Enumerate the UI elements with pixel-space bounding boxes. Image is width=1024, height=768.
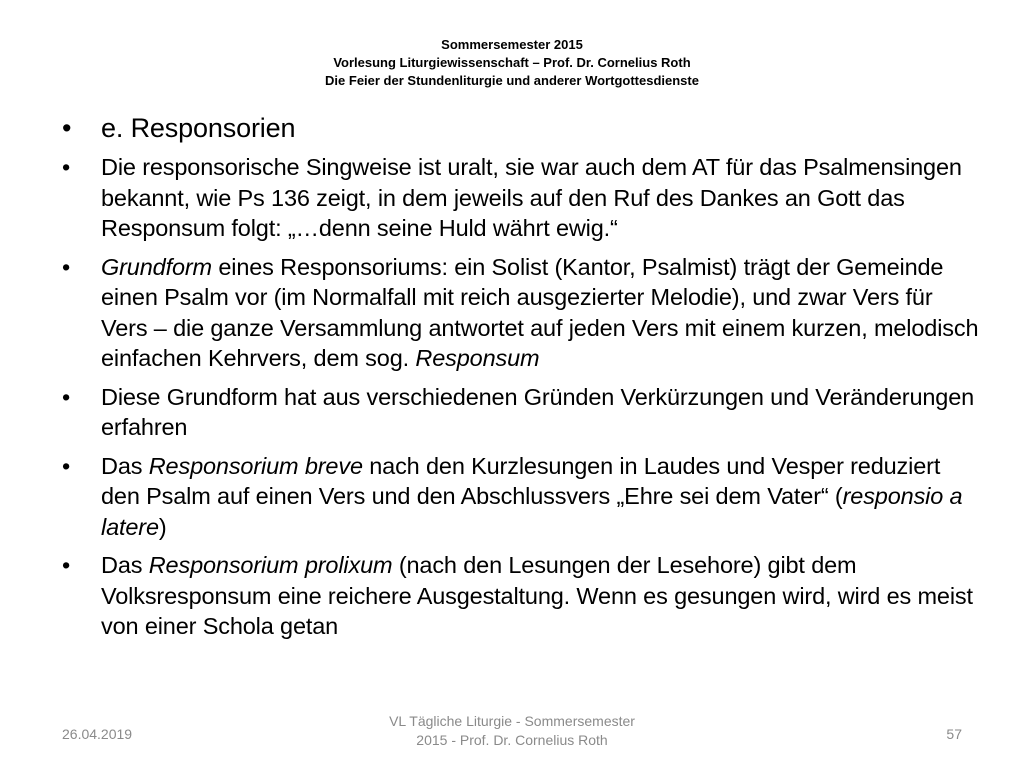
header-lecture: Vorlesung Liturgiewissenschaft – Prof. Dr. Cornelius Roth xyxy=(333,55,691,70)
item-2-text-1: eines Responsoriums: ein Solist (Kantor, Psalmist) trägt der Gemeinde einen Psalm vor (im Normalfall mit reich ausgezierter Melodie), und zwar Vers für Vers – die ganze Versammlung antwortet auf jeden Vers mit einem kurzen, melodisch einfachen Kehrvers, dem sog. xyxy=(101,253,979,371)
item-3-text: Diese Grundform hat aus verschiedenen Gründen Verkürzungen und Veränderungen erfahren xyxy=(101,383,975,440)
page-number: 57 xyxy=(946,726,962,742)
footer-title xyxy=(312,712,712,750)
heading-text: e. Responsorien xyxy=(101,113,296,143)
header-semester: Sommersemester 2015 xyxy=(441,37,583,52)
bullet-icon: • xyxy=(62,253,71,280)
slide-body xyxy=(62,110,982,650)
bullet-item-5 xyxy=(62,550,982,642)
item-5-text-2: (nach den Lesungen der Lesehore) gibt dem Volksresponsum eine reichere Ausgestaltung. Wenn es gesungen wird, wird es meist von einer Schola getan xyxy=(101,552,973,639)
item-2-emphasis-2: Responsum xyxy=(415,345,540,371)
footer-title-line-2: 2015 - Prof. Dr. Cornelius Roth xyxy=(416,732,608,748)
item-5-text-1: Das xyxy=(101,552,149,578)
bullet-icon: • xyxy=(62,552,71,578)
bullet-icon: • xyxy=(62,383,71,410)
item-2-emphasis-1: Grundform xyxy=(101,253,212,280)
item-4-text-3: ) xyxy=(158,513,167,540)
item-4-emphasis-2: responsio a latere xyxy=(101,483,963,540)
item-5-emphasis-1: Responsorium prolixum xyxy=(148,552,393,578)
bullet-heading xyxy=(62,110,982,146)
item-1-text: Die responsorische Singweise ist uralt, sie war auch dem AT für das Psalmensingen bekannt, wie Ps 136 zeigt, in dem jeweils auf den Ruf des Dankes an Gott das Responsum folgt: „…denn seine Huld währt ewig.“ xyxy=(101,154,962,241)
item-4-text-2: nach den Kurzlesungen in Laudes und Vesper reduziert den Psalm auf einen Vers und den Abschlussvers „Ehre sei dem Vater“ ( xyxy=(101,452,941,509)
header-topic: Die Feier der Stundenliturgie und anderer Wortgottesdienste xyxy=(325,73,699,88)
item-4-emphasis-1: Responsorium breve xyxy=(148,452,363,479)
bullet-item-4 xyxy=(62,451,982,543)
bullet-icon: • xyxy=(62,452,71,479)
bullet-icon: • xyxy=(62,154,71,180)
slide-header xyxy=(0,36,1024,90)
footer-date: 26.04.2019 xyxy=(62,726,133,742)
bullet-item-2 xyxy=(62,252,982,374)
footer-title-line-1: VL Tägliche Liturgie - Sommersemester xyxy=(389,713,635,729)
bullet-icon: • xyxy=(62,113,72,143)
item-4-text-1: Das xyxy=(101,452,149,479)
bullet-item-1 xyxy=(62,152,982,244)
bullet-item-3 xyxy=(62,382,982,443)
